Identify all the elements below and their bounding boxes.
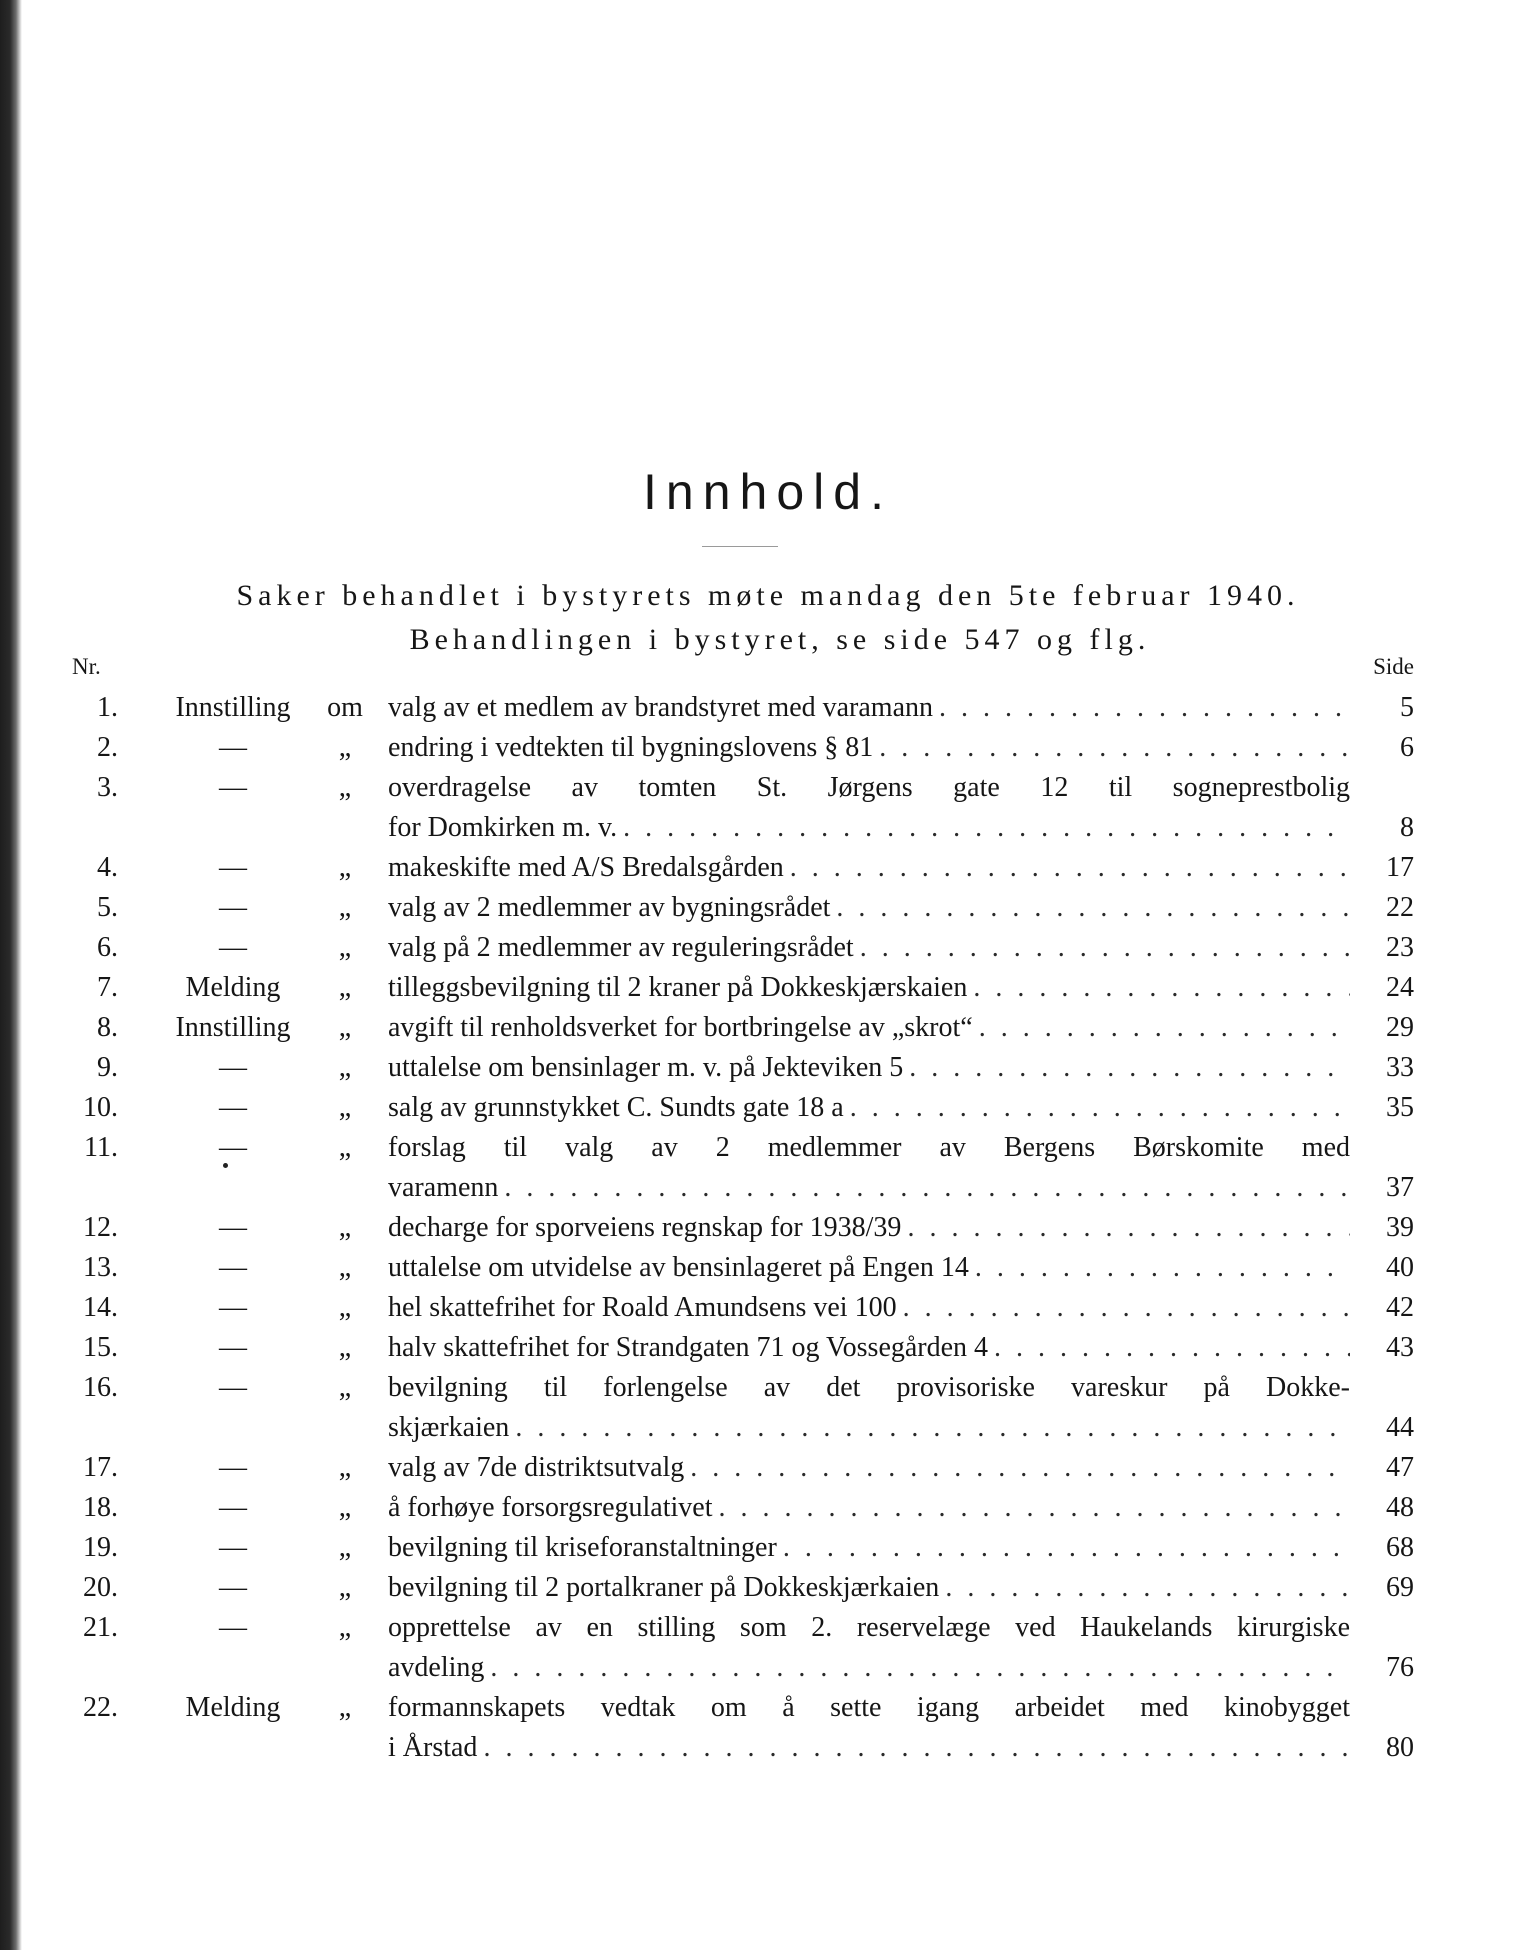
entry-page-number: 40 <box>1386 1252 1414 1283</box>
toc-row <box>0 1168 1536 1208</box>
entry-title: valg av 2 medlemmer av bygningsrådet <box>388 892 831 923</box>
entry-number: 22. <box>83 1692 118 1723</box>
dot-leader <box>783 1528 1350 1568</box>
entry-text <box>388 1008 1350 1048</box>
entry-text <box>388 1368 1350 1408</box>
entry-category: — <box>219 1532 247 1563</box>
dot-leader <box>623 808 1350 848</box>
entry-page-number: 17 <box>1386 852 1414 883</box>
toc-row <box>0 1088 1536 1128</box>
toc-row <box>0 1248 1536 1288</box>
toc-row <box>0 848 1536 888</box>
entry-category: Innstilling <box>175 692 291 723</box>
column-header-side: Side <box>1373 654 1414 679</box>
dot-leader <box>483 1728 1350 1768</box>
toc-row <box>0 888 1536 928</box>
entry-page-number: 68 <box>1386 1532 1414 1563</box>
entry-ditto-mark: „ <box>338 1132 352 1163</box>
entry-page-number: 80 <box>1386 1732 1414 1763</box>
entry-page-number: 24 <box>1386 972 1414 1003</box>
toc-row <box>0 1288 1536 1328</box>
entry-ditto-mark: „ <box>338 732 352 763</box>
entry-page-number: 47 <box>1386 1452 1414 1483</box>
entry-title: valg av 7de distriktsutvalg <box>388 1452 685 1483</box>
entry-text <box>388 768 1350 808</box>
entry-title: opprettelse av en stilling som 2. reservelæge ved Haukelands kirurgiske <box>388 1612 1350 1643</box>
entry-title: avgift til renholdsverket for bortbringelse av „skrot“ <box>388 1012 973 1043</box>
entry-title: overdragelse av tomten St. Jørgens gate 12 til sogneprestbolig <box>388 772 1350 803</box>
entry-text <box>388 1088 1350 1128</box>
entry-ditto-mark: „ <box>338 1052 352 1083</box>
toc-row <box>0 1648 1536 1688</box>
entry-category: — <box>219 1052 247 1083</box>
dot-leader <box>490 1648 1350 1688</box>
dot-leader <box>979 1008 1350 1048</box>
entry-title: skjærkaien <box>388 1412 510 1443</box>
entry-category: — <box>219 1572 247 1603</box>
entry-page-number: 69 <box>1386 1572 1414 1603</box>
entry-text <box>388 1248 1350 1288</box>
entry-category: Melding <box>185 1692 281 1723</box>
entry-number: 4. <box>97 852 118 883</box>
toc-row <box>0 728 1536 768</box>
entry-title: valg av et medlem av brandstyret med varamann <box>388 692 934 723</box>
entry-ditto-mark: „ <box>338 852 352 883</box>
entry-text <box>388 1448 1350 1488</box>
entry-text <box>388 1168 1350 1208</box>
entry-number: 7. <box>97 972 118 1003</box>
toc-row <box>0 928 1536 968</box>
entry-category: — <box>219 1372 247 1403</box>
entry-page-number: 39 <box>1386 1212 1414 1243</box>
toc-row <box>0 1528 1536 1568</box>
subtitle-reference: Behandlingen i bystyret, se side 547 og flg. <box>409 623 1151 656</box>
entry-number: 13. <box>83 1252 118 1283</box>
entry-number: 10. <box>83 1092 118 1123</box>
title-divider <box>702 546 778 547</box>
entry-text <box>388 1208 1350 1248</box>
entry-ditto-mark: „ <box>338 1372 352 1403</box>
entry-page-number: 5 <box>1400 692 1414 723</box>
entry-ditto-mark: „ <box>338 1252 352 1283</box>
entry-title: uttalelse om bensinlager m. v. på Jekteviken 5 <box>388 1052 904 1083</box>
entry-page-number: 22 <box>1386 892 1414 923</box>
dot-leader <box>850 1088 1350 1128</box>
page-title: Innhold. <box>643 464 893 520</box>
entry-category: — <box>219 892 247 923</box>
entry-ditto-mark: „ <box>338 1612 352 1643</box>
toc-row <box>0 1448 1536 1488</box>
entry-text <box>388 1048 1350 1088</box>
toc-row <box>0 1608 1536 1648</box>
entry-page-number: 76 <box>1386 1652 1414 1683</box>
entry-number: 14. <box>83 1292 118 1323</box>
toc-row <box>0 1568 1536 1608</box>
entry-title: valg på 2 medlemmer av reguleringsrådet <box>388 932 854 963</box>
entry-ditto-mark: „ <box>338 892 352 923</box>
dot-leader <box>945 1568 1350 1608</box>
entry-ditto-mark: „ <box>338 1332 352 1363</box>
entry-ditto-mark: om <box>327 692 363 723</box>
entry-text <box>388 1328 1350 1368</box>
entry-number: 5. <box>97 892 118 923</box>
entry-text <box>388 1408 1350 1448</box>
entry-text <box>388 928 1350 968</box>
dot-leader <box>690 1448 1350 1488</box>
entry-category: — <box>219 1332 247 1363</box>
dot-leader <box>973 968 1350 1008</box>
toc-row <box>0 1008 1536 1048</box>
entry-page-number: 6 <box>1400 732 1414 763</box>
toc-row <box>0 1128 1536 1168</box>
entry-text <box>388 848 1350 888</box>
entry-category: — <box>219 1252 247 1283</box>
entry-title: makeskifte med A/S Bredalsgården <box>388 852 784 883</box>
entry-number: 2. <box>97 732 118 763</box>
entry-number: 1. <box>97 692 118 723</box>
toc-row <box>0 1368 1536 1408</box>
entry-page-number: 29 <box>1386 1012 1414 1043</box>
entry-text <box>388 1608 1350 1648</box>
dot-leader <box>860 928 1350 968</box>
entry-category: — <box>219 1612 247 1643</box>
entry-text <box>388 808 1350 848</box>
dot-leader <box>790 848 1350 888</box>
entry-title: salg av grunnstykket C. Sundts gate 18 a <box>388 1092 844 1123</box>
toc-row <box>0 688 1536 728</box>
dot-leader <box>994 1328 1350 1368</box>
entry-text <box>388 728 1350 768</box>
entry-title: forslag til valg av 2 medlemmer av Bergens Børskomite med <box>388 1132 1350 1163</box>
entry-number: 11. <box>84 1132 118 1163</box>
entry-text <box>388 1728 1350 1768</box>
toc-row <box>0 1488 1536 1528</box>
entry-text <box>388 688 1350 728</box>
entry-number: 20. <box>83 1572 118 1603</box>
toc-row <box>0 1728 1536 1768</box>
dot-leader <box>719 1488 1351 1528</box>
entry-ditto-mark: „ <box>338 932 352 963</box>
entry-number: 18. <box>83 1492 118 1523</box>
entry-page-number: 42 <box>1386 1292 1414 1323</box>
stray-dot-mark <box>223 1163 228 1168</box>
entry-category: — <box>219 1452 247 1483</box>
entry-number: 19. <box>83 1532 118 1563</box>
table-of-contents <box>0 688 1536 1768</box>
entry-page-number: 23 <box>1386 932 1414 963</box>
entry-ditto-mark: „ <box>338 1572 352 1603</box>
entry-number: 3. <box>97 772 118 803</box>
entry-page-number: 43 <box>1386 1332 1414 1363</box>
entry-text <box>388 1688 1350 1728</box>
entry-category: — <box>219 1492 247 1523</box>
entry-number: 17. <box>83 1452 118 1483</box>
entry-title: i Årstad <box>388 1732 478 1763</box>
entry-text <box>388 968 1350 1008</box>
entry-text <box>388 1568 1350 1608</box>
toc-row <box>0 1048 1536 1088</box>
entry-ditto-mark: „ <box>338 1532 352 1563</box>
entry-page-number: 35 <box>1386 1092 1414 1123</box>
dot-leader <box>515 1408 1350 1448</box>
entry-title: å forhøye forsorgsregulativet <box>388 1492 713 1523</box>
dot-leader <box>879 728 1350 768</box>
entry-title: endring i vedtekten til bygningslovens § 81 <box>388 732 874 763</box>
entry-text <box>388 1488 1350 1528</box>
entry-page-number: 33 <box>1386 1052 1414 1083</box>
entry-ditto-mark: „ <box>338 972 352 1003</box>
entry-number: 16. <box>83 1372 118 1403</box>
entry-category: — <box>219 732 247 763</box>
entry-text <box>388 1648 1350 1688</box>
toc-row <box>0 808 1536 848</box>
entry-page-number: 48 <box>1386 1492 1414 1523</box>
entry-title: hel skattefrihet for Roald Amundsens vei 100 <box>388 1292 897 1323</box>
entry-category: — <box>219 1212 247 1243</box>
entry-page-number: 8 <box>1400 812 1414 843</box>
entry-ditto-mark: „ <box>338 1452 352 1483</box>
entry-title: bevilgning til 2 portalkraner på Dokkeskjærkaien <box>388 1572 940 1603</box>
entry-ditto-mark: „ <box>338 1692 352 1723</box>
entry-title: formannskapets vedtak om å sette igang arbeidet med kinobygget <box>388 1692 1350 1723</box>
entry-number: 12. <box>83 1212 118 1243</box>
entry-category: Innstilling <box>175 1012 291 1043</box>
entry-category: — <box>219 772 247 803</box>
entry-page-number: 44 <box>1386 1412 1414 1443</box>
entry-title: tilleggsbevilgning til 2 kraner på Dokkeskjærskaien <box>388 972 968 1003</box>
entry-title: varamenn <box>388 1172 499 1203</box>
entry-number: 21. <box>83 1612 118 1643</box>
entry-page-number: 37 <box>1386 1172 1414 1203</box>
toc-row <box>0 1688 1536 1728</box>
entry-number: 6. <box>97 932 118 963</box>
toc-row <box>0 1408 1536 1448</box>
entry-text <box>388 1288 1350 1328</box>
entry-ditto-mark: „ <box>338 1492 352 1523</box>
entry-title: uttalelse om utvidelse av bensinlageret på Engen 14 <box>388 1252 969 1283</box>
toc-row <box>0 968 1536 1008</box>
subtitle-meeting: Saker behandlet i bystyrets møte mandag den 5te februar 1940. <box>236 579 1300 612</box>
entry-ditto-mark: „ <box>338 1092 352 1123</box>
entry-ditto-mark: „ <box>338 1292 352 1323</box>
dot-leader <box>504 1168 1350 1208</box>
toc-row <box>0 768 1536 808</box>
entry-category: — <box>219 1092 247 1123</box>
dot-leader <box>975 1248 1350 1288</box>
entry-title: bevilgning til kriseforanstaltninger <box>388 1532 777 1563</box>
entry-text <box>388 1528 1350 1568</box>
entry-number: 8. <box>97 1012 118 1043</box>
dot-leader <box>907 1208 1350 1248</box>
entry-text <box>388 1128 1350 1168</box>
entry-ditto-mark: „ <box>338 772 352 803</box>
dot-leader <box>909 1048 1350 1088</box>
dot-leader <box>939 688 1350 728</box>
entry-ditto-mark: „ <box>338 1212 352 1243</box>
dot-leader <box>903 1288 1350 1328</box>
entry-ditto-mark: „ <box>338 1012 352 1043</box>
entry-number: 15. <box>83 1332 118 1363</box>
toc-row <box>0 1208 1536 1248</box>
entry-category: — <box>219 1292 247 1323</box>
entry-title: decharge for sporveiens regnskap for 1938/39 <box>388 1212 902 1243</box>
dot-leader <box>836 888 1350 928</box>
entry-title: halv skattefrihet for Strandgaten 71 og Vossegården 4 <box>388 1332 989 1363</box>
entry-category: — <box>219 1132 247 1163</box>
entry-title: avdeling <box>388 1652 485 1683</box>
entry-category: — <box>219 932 247 963</box>
entry-category: Melding <box>185 972 281 1003</box>
entry-category: — <box>219 852 247 883</box>
entry-text <box>388 888 1350 928</box>
entry-title: for Domkirken m. v. <box>388 812 618 843</box>
toc-row <box>0 1328 1536 1368</box>
column-header-nr: Nr. <box>72 654 101 679</box>
entry-number: 9. <box>97 1052 118 1083</box>
entry-title: bevilgning til forlengelse av det provisoriske vareskur på Dokke- <box>388 1372 1350 1403</box>
